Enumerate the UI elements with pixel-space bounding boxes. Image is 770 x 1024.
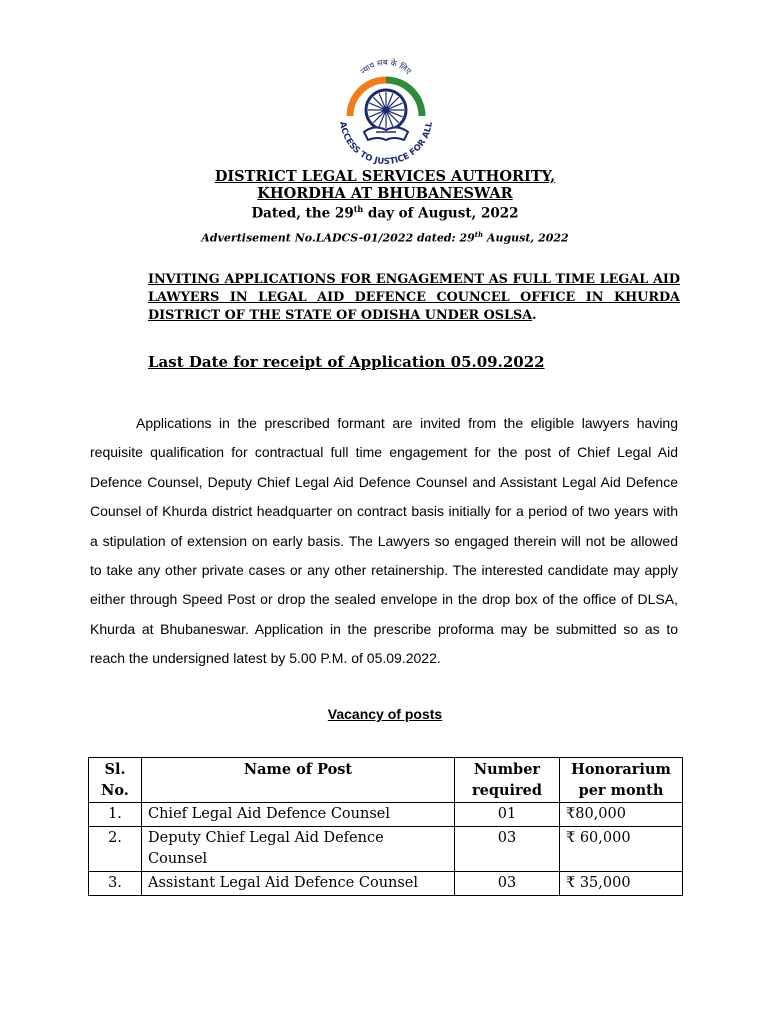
body-text: Applications in the prescribed formant are invited from the eligible lawyers having requisite qualification for contractual full time engagement for the post of Chief Legal Aid Defence Counsel, Deputy Chief Legal Aid Defence Counsel and Assistant Legal Aid Defence Counsel of Khurda district headquarter on contract basis initially for a period of two years with a stipulation of extension on early basis. The Lawyers so engaged therein will not be allowed to take any other private cases or any other retainership. The interested candidate may apply either through Speed Post or drop the sealed envelope in the drop box of the office of DLSA, Khurda at Bhubaneswar. Application in the prescribe proforma may be submitted so as to reach the undersigned latest by 5.00 P.M. of 05.09.2022. bbox=[90, 415, 678, 667]
cell-sl: 2. bbox=[89, 827, 142, 872]
vacancy-table bbox=[88, 757, 683, 896]
cell-sl: 1. bbox=[89, 803, 142, 827]
subject-heading bbox=[148, 271, 680, 325]
handshake-icon bbox=[364, 127, 408, 140]
table-row bbox=[89, 803, 683, 827]
vacancy-title: Vacancy of posts bbox=[327, 706, 443, 722]
cell-number: 01 bbox=[455, 803, 560, 827]
emblem-bottom-text: ACCESS TO JUSTICE FOR ALL bbox=[337, 121, 435, 168]
table-header-row bbox=[89, 758, 683, 803]
cell-number: 03 bbox=[455, 872, 560, 896]
authority-location-heading: KHORDHA AT BHUBANESWAR bbox=[257, 185, 513, 202]
dated-suffix: day of August, 2022 bbox=[363, 205, 519, 222]
header-sl: Sl. No. bbox=[89, 758, 142, 803]
cell-honorarium: ₹ 60,000 bbox=[560, 827, 683, 872]
last-date-line: Last Date for receipt of Application 05.09.2022 bbox=[148, 353, 545, 371]
dated-line bbox=[0, 204, 770, 222]
cell-sl: 3. bbox=[89, 872, 142, 896]
header-number: Number required bbox=[455, 758, 560, 803]
cell-name: Deputy Chief Legal Aid Defence Counsel bbox=[142, 827, 455, 872]
dated-sup: th bbox=[353, 204, 364, 214]
subject-end: . bbox=[532, 308, 537, 323]
body-paragraph bbox=[90, 409, 678, 674]
cell-name: Assistant Legal Aid Defence Counsel bbox=[142, 872, 455, 896]
cell-honorarium: ₹ 35,000 bbox=[560, 872, 683, 896]
chakra-wheel-icon bbox=[366, 90, 406, 130]
cell-number: 03 bbox=[455, 827, 560, 872]
table-row bbox=[89, 872, 683, 896]
cell-honorarium: ₹80,000 bbox=[560, 803, 683, 827]
emblem-top-text: न्याय सब के लिए bbox=[358, 58, 413, 77]
adv-suffix: August, 2022 bbox=[483, 231, 569, 245]
header-honorarium: Honorarium per month bbox=[560, 758, 683, 803]
cell-name: Chief Legal Aid Defence Counsel bbox=[142, 803, 455, 827]
header-name: Name of Post bbox=[142, 758, 455, 803]
adv-prefix: Advertisement No.LADCS-01/2022 dated: 29 bbox=[201, 231, 475, 245]
advertisement-number bbox=[0, 230, 770, 245]
legal-services-emblem-logo bbox=[330, 58, 442, 168]
subject-text: INVITING APPLICATIONS FOR ENGAGEMENT AS FULL TIME LEGAL AID LAWYERS IN LEGAL AID DEFENCE COUNCEL OFFICE IN KHURDA DISTRICT OF THE STATE OF ODISHA UNDER OSLSA bbox=[148, 272, 680, 323]
authority-name-heading: DISTRICT LEGAL SERVICES AUTHORITY, bbox=[214, 168, 556, 185]
adv-sup: th bbox=[474, 230, 484, 239]
table-row bbox=[89, 827, 683, 872]
dated-prefix: Dated, the 29 bbox=[251, 205, 354, 222]
